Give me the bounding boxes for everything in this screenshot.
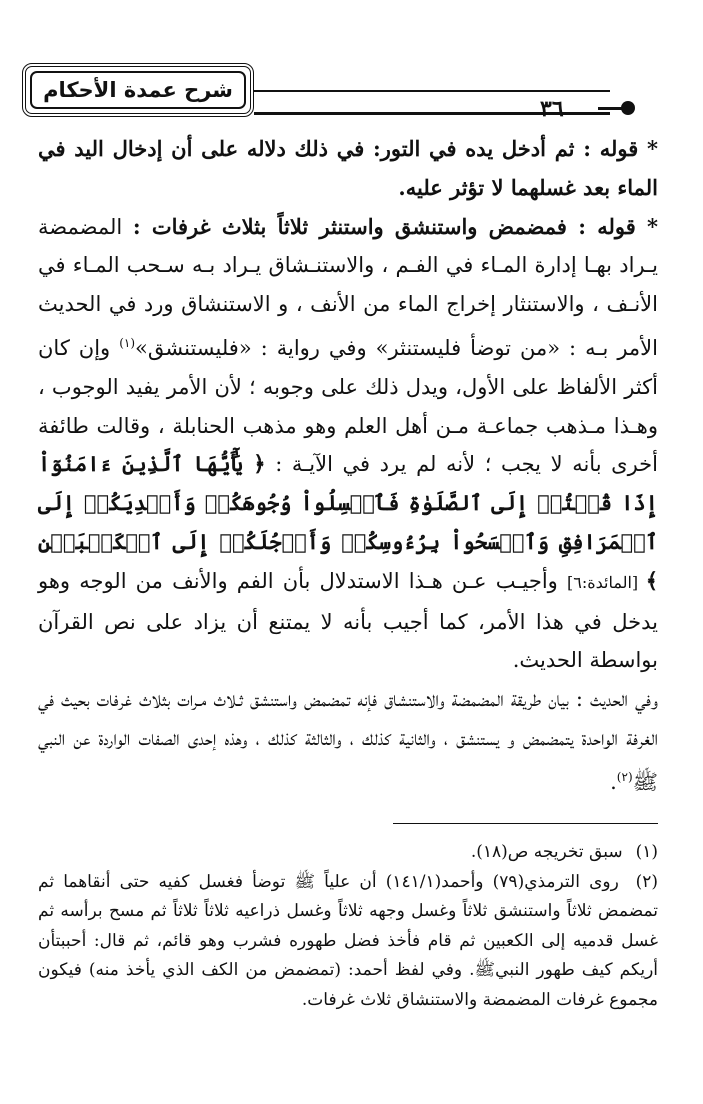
footnote-2-number: (٢) — [635, 871, 659, 892]
paragraph-3-text: وفي الحديث : بيان طريقة المضمضة والاستنشاق فإنه تمضمض واستنشق ثـلاث مـرات بثلاث غرفات بحيث في الغرفة الواحدة يتمضمض و يستنشق ، والثانية كذلك ، والثالثة كذلك ، وهذه إحدى الصفات الواردة عن النبي ﷺ — [38, 687, 658, 794]
footnote-1 — [38, 838, 658, 868]
footnote-ref-2: (٢) — [616, 769, 633, 784]
paragraph-2-text: المضمضة يـراد بهـا إدارة المـاء في الفـم ، والاستنـشاق يـراد بـه سـحب المـاء في الأنـف ، والاستنثار إخراج الماء من الأنف ، و الاستنشاق ورد في الحديث الأمر بـه : «من توضأ فليستنثر» وفي رواية : «فليستنشق» — [38, 214, 658, 360]
footnote-ref-1: (١) — [119, 335, 136, 350]
header-dot-ornament — [621, 101, 635, 115]
paragraph-3: وفي الحديث : بيان طريقة المضمضة والاستنشاق فإنه تمضمض واستنشق ثـلاث مـرات بثلاث غرفات بحيث في الغرفة الواحدة يتمضمض و يستنشق ، والثانية كذلك ، والثالثة كذلك ، وهذه إحدى الصفات الواردة عن النبي ﷺ$^{(٢)}$. — [38, 687, 658, 794]
footnotes — [38, 838, 658, 1015]
paragraph-1-text: * قوله : ثم أدخل يده في التور: في ذلك دلاله على أن إدخال اليد في الماء بعد غسلهما لا تؤثر عليه. — [38, 136, 658, 200]
header-rule-upper — [254, 90, 610, 92]
main-text — [38, 130, 658, 802]
footnote-1-number: (١) — [635, 842, 658, 862]
quran-reference: [المائدة:٦] — [566, 572, 646, 592]
footnote-separator — [393, 823, 658, 824]
paragraph-2-text-3: وأجيـب عـن هـذا الاستدلال بأن الفم والأنف من الوجه وهو يدخل في هذا الأمر، كما أجيب بأنه لا يمتنع أن يزاد على نص القرآن بواسطة الحديث. — [38, 568, 658, 673]
footnote-2-text: روى الترمذي(٧٩) وأحمد(١٤١/١) أن علياً ﷺ توضأ فغسل كفيه حتى أنقاهما ثم تمضمض ثلاثاً واستنشق ثلاثاً وغسل وجهه ثلاثاً وغسل ذراعيه ثلاثاً ثلاثاً ثم مسح برأسه ثم غسل قدميه إلى الكعبين ثم قام فأخذ فضل طهوره فشرب وهو قائم، ثم قال: أحببتأن أريكم كيف طهور النبيﷺ. وفي لفظ أحمد: (تمضمض من الكف الذي يأخذ منه) فيكون مجموع غرفات المضمضة والاستنشاق ثلاث غرفات. — [38, 871, 658, 1010]
footnote-2 — [38, 868, 658, 1016]
paragraph-2-heading: * قوله : فمضمض واستنشق واستنثر ثلاثاً بثلاث غرفات : — [132, 213, 659, 239]
book-title: شرح عمدة الأحكام — [43, 78, 233, 102]
footnote-1-text: سبق تخريجه ص(١٨). — [470, 842, 623, 862]
paragraph-2 — [38, 208, 658, 681]
header-title-inner — [30, 71, 246, 109]
page-number: ٣٦ — [540, 96, 564, 122]
paragraph-1 — [38, 130, 658, 208]
quran-verse: ﴿ يَٰٓأَيُّهَا ٱلَّذِينَ ءَامَنُوٓاْ إِذَا قُمۡتُمۡ إِلَى ٱلصَّلَوٰةِ فَٱغۡسِلُواْ وُجُوهَكُمۡ وَأَيۡدِيَكُمۡ إِلَى ٱلۡمَرَافِقِ وَٱمۡسَحُواْ بِرُءُوسِكُمۡ وَأَرۡجُلَكُمۡ إِلَى ٱلۡكَعۡبَيۡنِ ﴾ — [38, 451, 658, 593]
paragraph-2-text-2: وإن كان أكثر الألفاظ على الأول، ويدل ذلك على وجوبه ؛ لأن الأمر يفيد الوجوب ، وهـذا مـذهب جماعـة مـن أهل العلم وهو مذهب الحنابلة ، وقالت طائفة أخرى بأنه لا يجب ؛ لأنه لم يرد في الآيـة : — [38, 335, 658, 477]
header-title-frame — [22, 63, 254, 117]
